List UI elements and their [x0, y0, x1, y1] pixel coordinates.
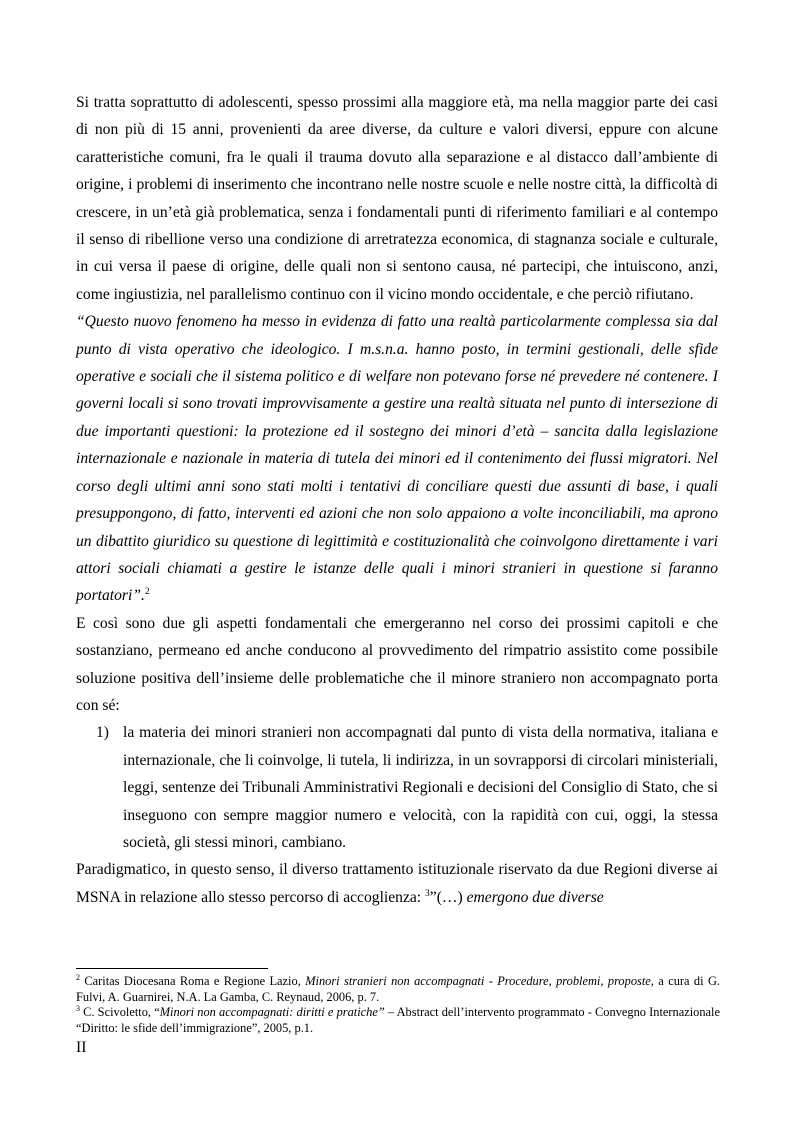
paragraph-paradigmatic-text: Paradigmatico, in questo senso, il diverso trattamento istituzionale riservato da due Regioni diverse ai MSNA in relazione allo stesso percorso di accoglienza:: [76, 861, 718, 906]
footnote-2-title: Minori stranieri non accompagnati - Procedure, problemi, proposte,: [305, 974, 654, 988]
quote-open: ”(…): [429, 888, 467, 906]
footnote-3-details: – Abstract dell’intervento programmato - Convegno Internazionale “Diritto: le sfide dell’immigrazione”, 2005, p.1.: [76, 1005, 721, 1035]
footnotes: [76, 974, 720, 1036]
footnote-3-author: C. Scivoletto, “: [80, 1005, 160, 1020]
footnote-2-number: 2: [76, 973, 80, 982]
quote-start-text: emergono due diverse: [466, 888, 604, 906]
footnote-3: [76, 1005, 720, 1036]
paragraph-paradigmatic: [76, 856, 718, 911]
footnote-ref-3: 3: [425, 888, 430, 899]
footnote-2: [76, 974, 720, 1005]
list-item-number: 1): [96, 724, 109, 742]
footnote-divider: [76, 968, 268, 969]
body-text: [76, 89, 718, 911]
footnote-2-details: a cura di G. Fulvi, A. Guarnirei, N.A. La Gamba, C. Reynaud, 2006, p. 7.: [76, 974, 720, 1004]
block-quote: [76, 308, 718, 609]
quote-text: “Questo nuovo fenomeno ha messo in evidenza di fatto una realtà particolarmente complessa sia dal punto di vista operativo che ideologico. I m.s.n.a. hanno posto, in termini gestionali, delle sfide operative e sociali che il sistema politico e di welfare non potevano forse né prevedere né contenere. I governi locali si sono trovati improvvisamente a gestire una realtà situata nel punto di intersezione di due importanti questioni: la protezione ed il sostegno dei minori d’età – sancita dalla legislazione internazionale e nazionale in materia di tutela dei minori ed il contenimento dei flussi migratori. Nel corso degli ultimi anni sono stati molti i tentativi di conciliare questi due assunti di base, i quali presuppongono, di fatto, interventi ed azioni che non solo appaiono a volte inconciliabili, ma aprono un dibattito giuridico su questione di legittimità e costituzionalità che coinvolgono direttamente i vari attori sociali chiamati a gestire le istanze delle quali i minori stranieri in questione si faranno portatori”.: [76, 313, 718, 605]
aspects-list: [76, 719, 718, 856]
footnote-2-author: Caritas Diocesana Roma e Regione Lazio,: [80, 974, 306, 988]
footnote-3-title: Minori non accompagnati: diritti e pratiche”: [159, 1005, 385, 1020]
footnote-3-number: 3: [76, 1004, 80, 1014]
footnote-ref-2: 2: [144, 587, 150, 598]
paragraph-intro: Si tratta soprattutto di adolescenti, spesso prossimi alla maggiore età, ma nella maggior parte dei casi di non più di 15 anni, provenienti da aree diverse, da culture e valori diversi, eppure con alcune caratteristiche comuni, fra le quali il trauma dovuto alla separazione e al distacco dall’ambiente di origine, i problemi di inserimento che incontrano nelle nostre scuole e nelle nostre città, la difficoltà di crescere, in un’età già problematica, senza i fondamentali punti di riferimento familiari e al contempo il senso di ribellione verso una condizione di arretratezza economica, di stagnanza sociale e culturale, in cui versa il paese di origine, delle quali non si sentono causa, né partecipi, che intuiscono, anzi, come ingiustizia, nel parallelismo continuo con il vicino mondo occidentale, e che perciò rifiutano.: [76, 94, 718, 303]
list-item: [76, 719, 718, 856]
page-number: II: [76, 1039, 87, 1056]
list-item-text: la materia dei minori stranieri non accompagnati dal punto di vista della normativa, italiana e internazionale, che li coinvolge, li tutela, li indirizza, in un sovrapporsi di circolari ministeriali, leggi, sentenze dei Tribunali Amministrativi Regionali e decisioni del Consiglio di Stato, che si inseguono con sempre maggior numero e velocità, con la rapidità con cui, oggi, la stessa società, gli stessi minori, cambiano.: [123, 724, 718, 851]
paragraph-aspects: E così sono due gli aspetti fondamentali che emergeranno nel corso dei prossimi capitoli e che sostanziano, permeano ed anche conducono al provvedimento del rimpatrio assistito come possibile soluzione positiva dell’insieme delle problematiche che il minore straniero non accompagnato porta con sé:: [76, 614, 718, 714]
